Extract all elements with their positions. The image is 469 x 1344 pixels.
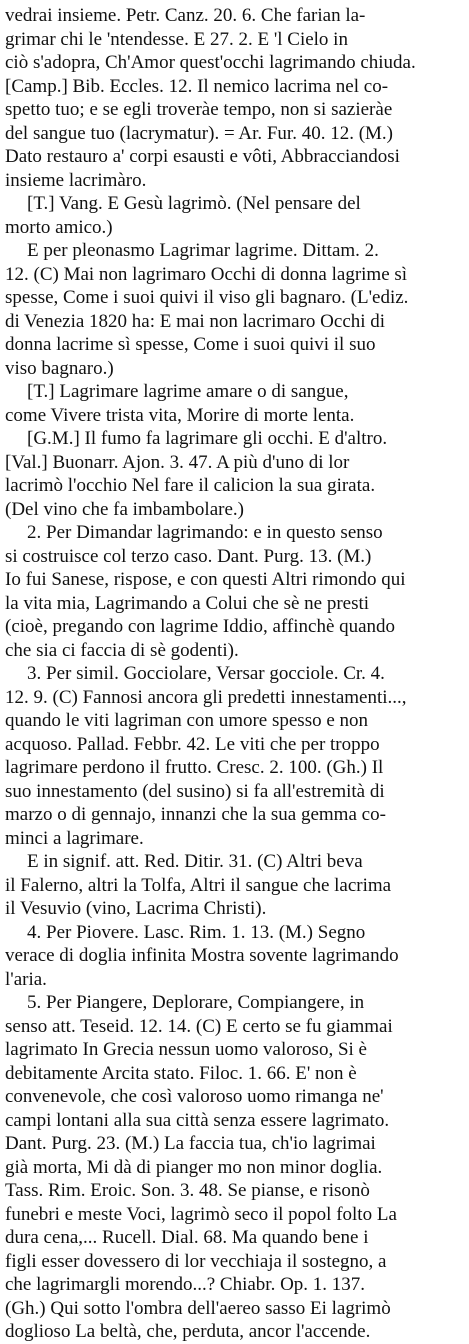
text-line: 12. 9. (C) Fannosi ancora gli predetti innestamenti..., xyxy=(5,686,407,708)
text-line: acquoso. Pallad. Febbr. 42. Le viti che per troppo xyxy=(5,733,380,755)
text-line: (Del vino che fa imbambolare.) xyxy=(5,498,244,520)
text-line: convenevole, che così valoroso uomo rimanga ne' xyxy=(5,1086,384,1107)
text-line: morto amico.) xyxy=(5,216,113,238)
text-line: il Vesuvio (vino, Lacrima Christi). xyxy=(5,898,267,919)
text-line: si costruisce col terzo caso. Dant. Purg. 13. (M.) xyxy=(5,545,372,567)
text-line: funebri e meste Voci, lagrimò seco il popol folto La xyxy=(5,1203,397,1225)
text-line: dura cena,... Rucell. Dial. 68. Ma quando bene i xyxy=(5,1227,369,1248)
text-line: 4. Per Piovere. Lasc. Rim. 1. 13. (M.) Segno xyxy=(27,921,366,943)
text-line: come Vivere trista vita, Morire di morte lenta. xyxy=(5,404,355,426)
text-line: marzo o di gennajo, innanzi che la sua gemma co- xyxy=(5,804,386,825)
text-line: suo innestamento (del susino) si fa all'estremità di xyxy=(5,780,385,802)
text-line: [T.] Lagrimare lagrime amare o di sangue, xyxy=(27,381,349,402)
text-line: vedrai insieme. Petr. Canz. 20. 6. Che farian la- xyxy=(5,5,366,26)
text-line: doglioso La beltà, che, perduta, ancor l'accende. xyxy=(5,1321,371,1342)
text-line: [Camp.] Bib. Eccles. 12. Il nemico lacrima nel co- xyxy=(5,75,389,97)
text-line: 5. Per Piangere, Deplorare, Compiangere, in xyxy=(27,992,365,1013)
text-line: Io fui Sanese, rispose, e con questi Altri rimondo qui xyxy=(5,569,406,590)
text-line: lacrimò l'occhio Nel fare il calicion la sua girata. xyxy=(5,475,376,496)
text-line: spetto tuo; e se egli troveràe tempo, non si sazieràe xyxy=(5,99,393,120)
text-line: il Falerno, altri la Tolfa, Altri il sangue che lacrima xyxy=(5,874,392,896)
text-line: 3. Per simil. Gocciolare, Versar gocciole. Cr. 4. xyxy=(27,663,385,684)
text-line: 12. (C) Mai non lagrimaro Occhi di donna lagrime sì xyxy=(5,263,408,285)
text-line: figli esser dovessero di lor vecchiaja il sostegno, a xyxy=(5,1250,387,1272)
text-line: donna lacrime sì spesse, Come i suoi quivi il suo xyxy=(5,334,376,355)
text-line: Dato restauro a' corpi esausti e vôti, Abbracciandosi xyxy=(5,146,400,167)
text-line: minci a lagrimare. xyxy=(5,827,144,849)
text-line: Tass. Rim. Eroic. Son. 3. 48. Se pianse, e risonò xyxy=(5,1180,370,1201)
text-line: viso bagnaro.) xyxy=(5,357,114,379)
text-line: la vita mia, Lagrimando a Colui che sè ne presti xyxy=(5,592,370,614)
text-line: senso att. Teseid. 12. 14. (C) E certo se fu giammai xyxy=(5,1015,393,1037)
text-line: già morta, Mi dà di pianger mo non minor doglia. xyxy=(5,1156,383,1178)
text-line: [T.] Vang. E Gesù lagrimò. (Nel pensare del xyxy=(27,193,361,214)
text-line: spesse, Come i suoi quivi il viso gli bagnaro. (L'ediz. xyxy=(5,287,409,308)
text-line: campi lontani alla sua città senza essere lagrimato. xyxy=(5,1109,390,1131)
text-line: [G.M.] Il fumo fa lagrimare gli occhi. E d'altro. xyxy=(27,428,388,449)
text-line: l'aria. xyxy=(5,968,47,990)
text-line: lagrimato In Grecia nessun uomo valoroso, Si è xyxy=(5,1039,367,1060)
text-line: E in signif. att. Red. Ditir. 31. (C) Altri beva xyxy=(27,851,363,872)
text-line: lagrimare perdono il frutto. Cresc. 2. 100. (Gh.) Il xyxy=(5,757,384,778)
text-line: del sangue tuo (lacrymatur). = Ar. Fur. 40. 12. (M.) xyxy=(5,122,394,144)
text-line: grimar chi le 'ntendesse. E 27. 2. E 'l Cielo in xyxy=(5,28,348,50)
text-line: quando le viti lagriman con umore spesso e non xyxy=(5,710,369,731)
text-line: ciò s'adopra, Ch'Amor quest'occhi lagrimando chiuda. xyxy=(5,52,416,73)
text-line: di Venezia 1820 ha: E mai non lacrimaro Occhi di xyxy=(5,310,386,332)
text-line: 2. Per Dimandar lagrimando: e in questo senso xyxy=(27,522,383,543)
text-line: che sia ci faccia di sè godenti). xyxy=(5,639,239,661)
text-line: debitamente Arcita stato. Filoc. 1. 66. E' non è xyxy=(5,1062,357,1084)
text-line: insieme lacrimàro. xyxy=(5,169,147,191)
text-line: (cioè, pregando con lagrime Iddio, affinchè quando xyxy=(5,616,396,637)
text-line: E per pleonasmo Lagrimar lagrime. Dittam. 2. xyxy=(27,240,379,261)
text-line: [Val.] Buonarr. Ajon. 3. 47. A più d'uno di lor xyxy=(5,451,350,473)
text-line: che lagrimargli morendo...? Chiabr. Op. 1. 137. xyxy=(5,1274,366,1295)
text-line: verace di doglia infinita Mostra sovente lagrimando xyxy=(5,945,399,966)
text-line: (Gh.) Qui sotto l'ombra dell'aereo sasso Ei lagrimò xyxy=(5,1297,391,1319)
text-line: Dant. Purg. 23. (M.) La faccia tua, ch'io lagrimai xyxy=(5,1133,376,1154)
